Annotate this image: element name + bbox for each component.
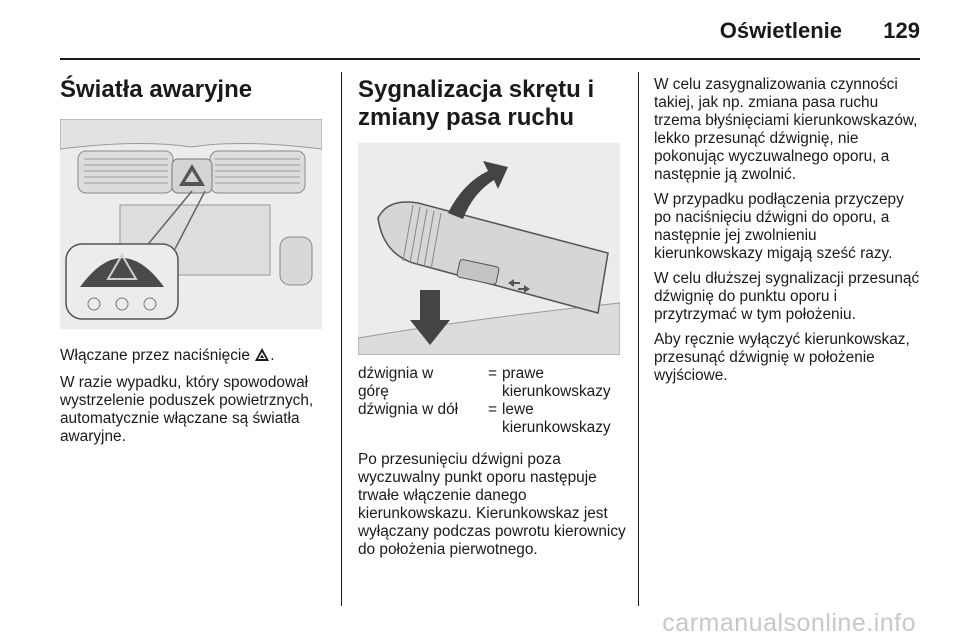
value-line: kierunkowskazy bbox=[502, 419, 611, 436]
lane-change-text: W celu zasygnalizowania czynności takiej, jak np. zmiana pasa ruchu trzema błyśnięciami kierunkowskazów, lekko przesunąć dźwignię, nie pokonując wyczuwalnego oporu, a następnie ją zwolnić. bbox=[654, 76, 918, 183]
term-line: górę bbox=[358, 383, 389, 400]
definition-equals: = bbox=[488, 365, 497, 382]
definition-equals: = bbox=[488, 401, 497, 418]
definition-term bbox=[358, 401, 488, 437]
page-header-title: Oświetlenie bbox=[719, 18, 842, 43]
page-number: 129 bbox=[883, 18, 920, 43]
manual-off-text: Aby ręcznie wyłączyć kierunkowskaz, przesunąć dźwignię w położenie wyjściowe. bbox=[654, 331, 910, 384]
long-signal-text: W celu dłuższej sygnalizacji przesunąć dźwignię do punktu oporu i przytrzymać w tym położeniu. bbox=[654, 270, 920, 323]
definition-row bbox=[358, 401, 611, 437]
term-line: dźwignia w dół bbox=[358, 401, 459, 418]
middle-column bbox=[358, 68, 626, 566]
hazard-switch-illustration bbox=[60, 119, 322, 329]
term-line: dźwignia w bbox=[358, 365, 434, 382]
right-column bbox=[654, 68, 922, 392]
turn-signal-lever-illustration bbox=[358, 143, 620, 355]
left-column bbox=[60, 68, 328, 453]
definition-value bbox=[502, 401, 611, 437]
header-rule bbox=[60, 58, 920, 60]
turn-signal-permanent-text: Po przesunięciu dźwigni poza wyczuwalny punkt oporu następuje trwałe włączenie danego kierunkowskazu. Kierunkowskaz jest wyłączany podczas powrotu kierownicy do położenia pierwotnego. bbox=[358, 451, 626, 558]
trailer-text: W przypadku podłączenia przyczepy po naciśnięciu dźwigni do oporu, a następnie jej zwolnieniu kierunkowskazy migają sześć razy. bbox=[654, 191, 904, 262]
lever-definitions-table bbox=[358, 365, 611, 437]
value-line: kierunkowskazy bbox=[502, 383, 611, 400]
hazard-press-text-before: Włączane przez naciśnięcie bbox=[60, 347, 250, 364]
definition-value bbox=[502, 365, 611, 401]
hazard-press-text bbox=[60, 347, 328, 367]
footer-watermark: carmanualsonline.info bbox=[662, 609, 916, 637]
definition-term bbox=[358, 365, 488, 401]
heading-line-2: zmiany pasa ruchu bbox=[358, 104, 575, 131]
section-heading-turn-signal bbox=[358, 76, 626, 132]
hazard-warning-icon bbox=[254, 347, 270, 367]
value-line: prawe bbox=[502, 365, 544, 382]
value-line: lewe bbox=[502, 401, 534, 418]
heading-line-1: Sygnalizacja skrętu i bbox=[358, 76, 595, 103]
hazard-airbag-text: W razie wypadku, który spowodował wystrzelenie poduszek powietrznych, automatycznie włączane są światła awaryjne. bbox=[60, 374, 314, 445]
definition-row bbox=[358, 365, 611, 401]
hazard-press-text-after: . bbox=[270, 347, 275, 364]
column-divider-2 bbox=[638, 72, 639, 606]
column-divider-1 bbox=[341, 72, 342, 606]
section-heading-hazard: Światła awaryjne bbox=[60, 76, 253, 103]
